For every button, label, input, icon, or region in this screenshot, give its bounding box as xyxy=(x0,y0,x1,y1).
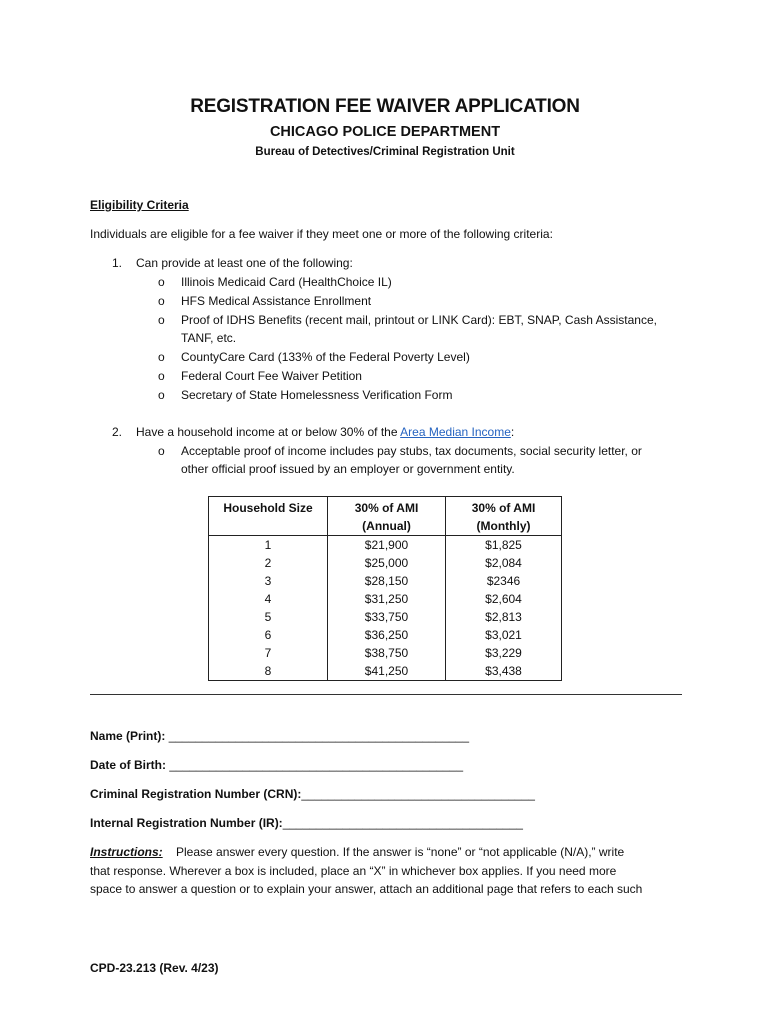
cell-monthly: $3,438 xyxy=(446,662,562,681)
name-label: Name (Print): xyxy=(90,729,166,743)
cell-monthly: $2346 xyxy=(446,572,562,590)
criterion-text: Can provide at least one of the following: xyxy=(136,256,353,270)
list-item: Proof of IDHS Benefits (recent mail, printout or LINK Card): EBT, SNAP, Cash Assistance, xyxy=(181,313,657,327)
cell-annual: $31,250 xyxy=(328,590,446,608)
list-item: Illinois Medicaid Card (HealthChoice IL) xyxy=(181,275,392,289)
bullet-marker: o xyxy=(158,294,165,308)
list-item: HFS Medical Assistance Enrollment xyxy=(181,294,372,308)
column-header-annual: 30% of AMI (Annual) xyxy=(328,497,446,536)
list-item: Secretary of State Homelessness Verification Form xyxy=(181,388,453,402)
dob-field[interactable] xyxy=(90,758,463,772)
column-header-monthly: 30% of AMI (Monthly) xyxy=(446,497,562,536)
ir-label: Internal Registration Number (IR): xyxy=(90,816,283,830)
criterion-text-after-link: : xyxy=(510,425,515,439)
bullet-marker: o xyxy=(158,350,165,364)
bullet-marker: o xyxy=(158,313,165,327)
crn-field[interactable] xyxy=(90,787,535,801)
criterion-number: 2. xyxy=(112,425,123,439)
criterion-text-before-link: Have a household income at or below 30% of the xyxy=(136,425,401,439)
instructions-line-2: that response. Wherever a box is included, place an “X” in whichever box applies. If you need more xyxy=(90,864,617,878)
instructions-line-1: Instructions: Please answer every question. If the answer is “none” or “not applicable (N/A),” write xyxy=(90,845,625,859)
page-title: REGISTRATION FEE WAIVER APPLICATION xyxy=(190,96,580,117)
instructions-label: Instructions: xyxy=(90,845,163,859)
cell-annual: $25,000 xyxy=(328,554,446,572)
cell-annual: $36,250 xyxy=(328,626,446,644)
table-row xyxy=(209,644,562,662)
list-item: CountyCare Card (133% of the Federal Poverty Level) xyxy=(181,350,470,364)
department-name: CHICAGO POLICE DEPARTMENT xyxy=(269,124,501,140)
bullet-marker: o xyxy=(158,369,165,383)
cell-monthly: $2,604 xyxy=(446,590,562,608)
cell-annual: $33,750 xyxy=(328,608,446,626)
cell-household-size: 5 xyxy=(209,608,328,626)
bureau-name: Bureau of Detectives/Criminal Registration Unit xyxy=(255,146,515,158)
table-row xyxy=(209,662,562,681)
cell-annual: $21,900 xyxy=(328,536,446,555)
dob-label: Date of Birth: xyxy=(90,758,166,772)
cell-monthly: $2,813 xyxy=(446,608,562,626)
ir-field[interactable] xyxy=(90,816,523,830)
instructions-line-3: space to answer a question or to explain your answer, attach an additional page that refers to each such xyxy=(90,882,643,896)
table-row xyxy=(209,626,562,644)
name-line[interactable]: _____________________________________________ xyxy=(168,729,470,743)
criterion-number: 1. xyxy=(112,256,123,270)
ir-line[interactable]: ____________________________________ xyxy=(282,816,523,830)
cell-annual: $41,250 xyxy=(328,662,446,681)
table-header-row xyxy=(209,497,562,536)
cell-annual: $28,150 xyxy=(328,572,446,590)
table-row xyxy=(209,590,562,608)
cell-annual: $38,750 xyxy=(328,644,446,662)
list-item: Federal Court Fee Waiver Petition xyxy=(181,369,362,383)
cell-monthly: $2,084 xyxy=(446,554,562,572)
cell-household-size: 2 xyxy=(209,554,328,572)
cell-household-size: 6 xyxy=(209,626,328,644)
dob-line[interactable]: ____________________________________________ xyxy=(169,758,463,772)
cell-household-size: 8 xyxy=(209,662,328,681)
list-item-continuation: other official proof issued by an employer or government entity. xyxy=(181,462,515,476)
crn-line[interactable]: ___________________________________ xyxy=(301,787,535,801)
bullet-marker: o xyxy=(158,275,165,289)
bullet-marker: o xyxy=(158,388,165,402)
crn-label: Criminal Registration Number (CRN): xyxy=(90,787,302,801)
bullet-marker: o xyxy=(158,444,165,458)
criterion-text xyxy=(136,425,514,439)
table-row xyxy=(209,572,562,590)
table-row xyxy=(209,536,562,555)
cell-monthly: $3,021 xyxy=(446,626,562,644)
cell-monthly: $3,229 xyxy=(446,644,562,662)
cell-household-size: 7 xyxy=(209,644,328,662)
cell-monthly: $1,825 xyxy=(446,536,562,555)
name-field[interactable] xyxy=(90,729,469,743)
eligibility-intro: Individuals are eligible for a fee waiver if they meet one or more of the following criteria: xyxy=(90,227,553,241)
eligibility-heading: Eligibility Criteria xyxy=(90,198,189,212)
list-item-continuation: TANF, etc. xyxy=(181,331,237,345)
area-median-income-link[interactable]: Area Median Income xyxy=(400,425,511,439)
cell-household-size: 4 xyxy=(209,590,328,608)
column-header-household-size: Household Size xyxy=(209,497,328,536)
form-number: CPD-23.213 (Rev. 4/23) xyxy=(90,961,219,975)
cell-household-size: 3 xyxy=(209,572,328,590)
section-divider xyxy=(90,694,682,695)
table-row xyxy=(209,608,562,626)
cell-household-size: 1 xyxy=(209,536,328,555)
list-item: Acceptable proof of income includes pay stubs, tax documents, social security letter, or xyxy=(181,444,642,458)
table-row xyxy=(209,554,562,572)
ami-table xyxy=(208,496,562,681)
